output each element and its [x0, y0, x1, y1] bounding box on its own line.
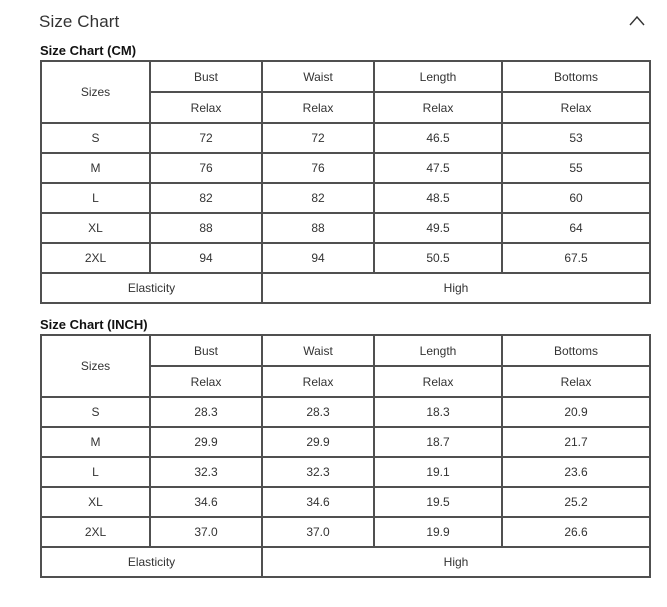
cell-bust: 29.9 [150, 427, 262, 457]
cell-length: 19.5 [374, 487, 502, 517]
header-sizes: Sizes [41, 61, 150, 123]
cell-length: 49.5 [374, 213, 502, 243]
cell-bust: 37.0 [150, 517, 262, 547]
header-length: Length [374, 335, 502, 366]
size-chart-header[interactable] [0, 0, 667, 44]
cell-bust: 28.3 [150, 397, 262, 427]
elasticity-row [41, 547, 650, 577]
size-table-cm [40, 60, 651, 304]
table-row [41, 427, 650, 457]
cell-length: 47.5 [374, 153, 502, 183]
cell-waist: 32.3 [262, 457, 374, 487]
cell-size: M [41, 153, 150, 183]
subheader-waist: Relax [262, 92, 374, 123]
table-row [41, 123, 650, 153]
cell-bottoms: 53 [502, 123, 650, 153]
elasticity-value: High [262, 547, 650, 577]
cell-length: 46.5 [374, 123, 502, 153]
elasticity-row [41, 273, 650, 303]
header-bust: Bust [150, 335, 262, 366]
cell-bottoms: 23.6 [502, 457, 650, 487]
cell-size: XL [41, 487, 150, 517]
cell-waist: 76 [262, 153, 374, 183]
cell-size: M [41, 427, 150, 457]
cell-bust: 34.6 [150, 487, 262, 517]
subheader-bust: Relax [150, 366, 262, 397]
subheader-length: Relax [374, 366, 502, 397]
table-row [41, 243, 650, 273]
cell-size: L [41, 183, 150, 213]
table-row [41, 213, 650, 243]
subheader-length: Relax [374, 92, 502, 123]
table-header-row [41, 61, 650, 92]
cell-bottoms: 60 [502, 183, 650, 213]
cell-bottoms: 55 [502, 153, 650, 183]
cell-length: 19.9 [374, 517, 502, 547]
cell-waist: 94 [262, 243, 374, 273]
cell-length: 48.5 [374, 183, 502, 213]
cell-length: 18.7 [374, 427, 502, 457]
cell-waist: 82 [262, 183, 374, 213]
chevron-up-icon[interactable] [628, 14, 646, 28]
subheader-bottoms: Relax [502, 92, 650, 123]
cell-waist: 37.0 [262, 517, 374, 547]
cell-bottoms: 26.6 [502, 517, 650, 547]
cell-size: 2XL [41, 243, 150, 273]
header-bottoms: Bottoms [502, 61, 650, 92]
header-length: Length [374, 61, 502, 92]
header-sizes: Sizes [41, 335, 150, 397]
cell-size: 2XL [41, 517, 150, 547]
cell-waist: 29.9 [262, 427, 374, 457]
subheader-bottoms: Relax [502, 366, 650, 397]
cell-size: S [41, 397, 150, 427]
cell-bust: 88 [150, 213, 262, 243]
cell-waist: 34.6 [262, 487, 374, 517]
table-row [41, 153, 650, 183]
cell-size: XL [41, 213, 150, 243]
cell-bust: 82 [150, 183, 262, 213]
table-row [41, 457, 650, 487]
table-row [41, 183, 650, 213]
size-chart-title: Size Chart [39, 12, 120, 31]
section-title-inch: Size Chart (INCH) [40, 317, 148, 332]
cell-size: S [41, 123, 150, 153]
section-title-cm: Size Chart (CM) [40, 43, 137, 58]
cell-bottoms: 21.7 [502, 427, 650, 457]
header-waist: Waist [262, 61, 374, 92]
elasticity-value: High [262, 273, 650, 303]
elasticity-label: Elasticity [41, 547, 262, 577]
table-row [41, 397, 650, 427]
table-row [41, 517, 650, 547]
cell-waist: 88 [262, 213, 374, 243]
cell-bust: 94 [150, 243, 262, 273]
subheader-waist: Relax [262, 366, 374, 397]
cell-bust: 72 [150, 123, 262, 153]
cell-length: 19.1 [374, 457, 502, 487]
cell-bottoms: 25.2 [502, 487, 650, 517]
subheader-bust: Relax [150, 92, 262, 123]
cell-bottoms: 67.5 [502, 243, 650, 273]
cell-waist: 72 [262, 123, 374, 153]
cell-length: 50.5 [374, 243, 502, 273]
cell-size: L [41, 457, 150, 487]
cell-length: 18.3 [374, 397, 502, 427]
cell-bust: 76 [150, 153, 262, 183]
header-waist: Waist [262, 335, 374, 366]
header-bust: Bust [150, 61, 262, 92]
cell-waist: 28.3 [262, 397, 374, 427]
header-bottoms: Bottoms [502, 335, 650, 366]
cell-bust: 32.3 [150, 457, 262, 487]
table-header-row [41, 335, 650, 366]
table-row [41, 487, 650, 517]
cell-bottoms: 64 [502, 213, 650, 243]
cell-bottoms: 20.9 [502, 397, 650, 427]
elasticity-label: Elasticity [41, 273, 262, 303]
size-table-inch [40, 334, 651, 578]
